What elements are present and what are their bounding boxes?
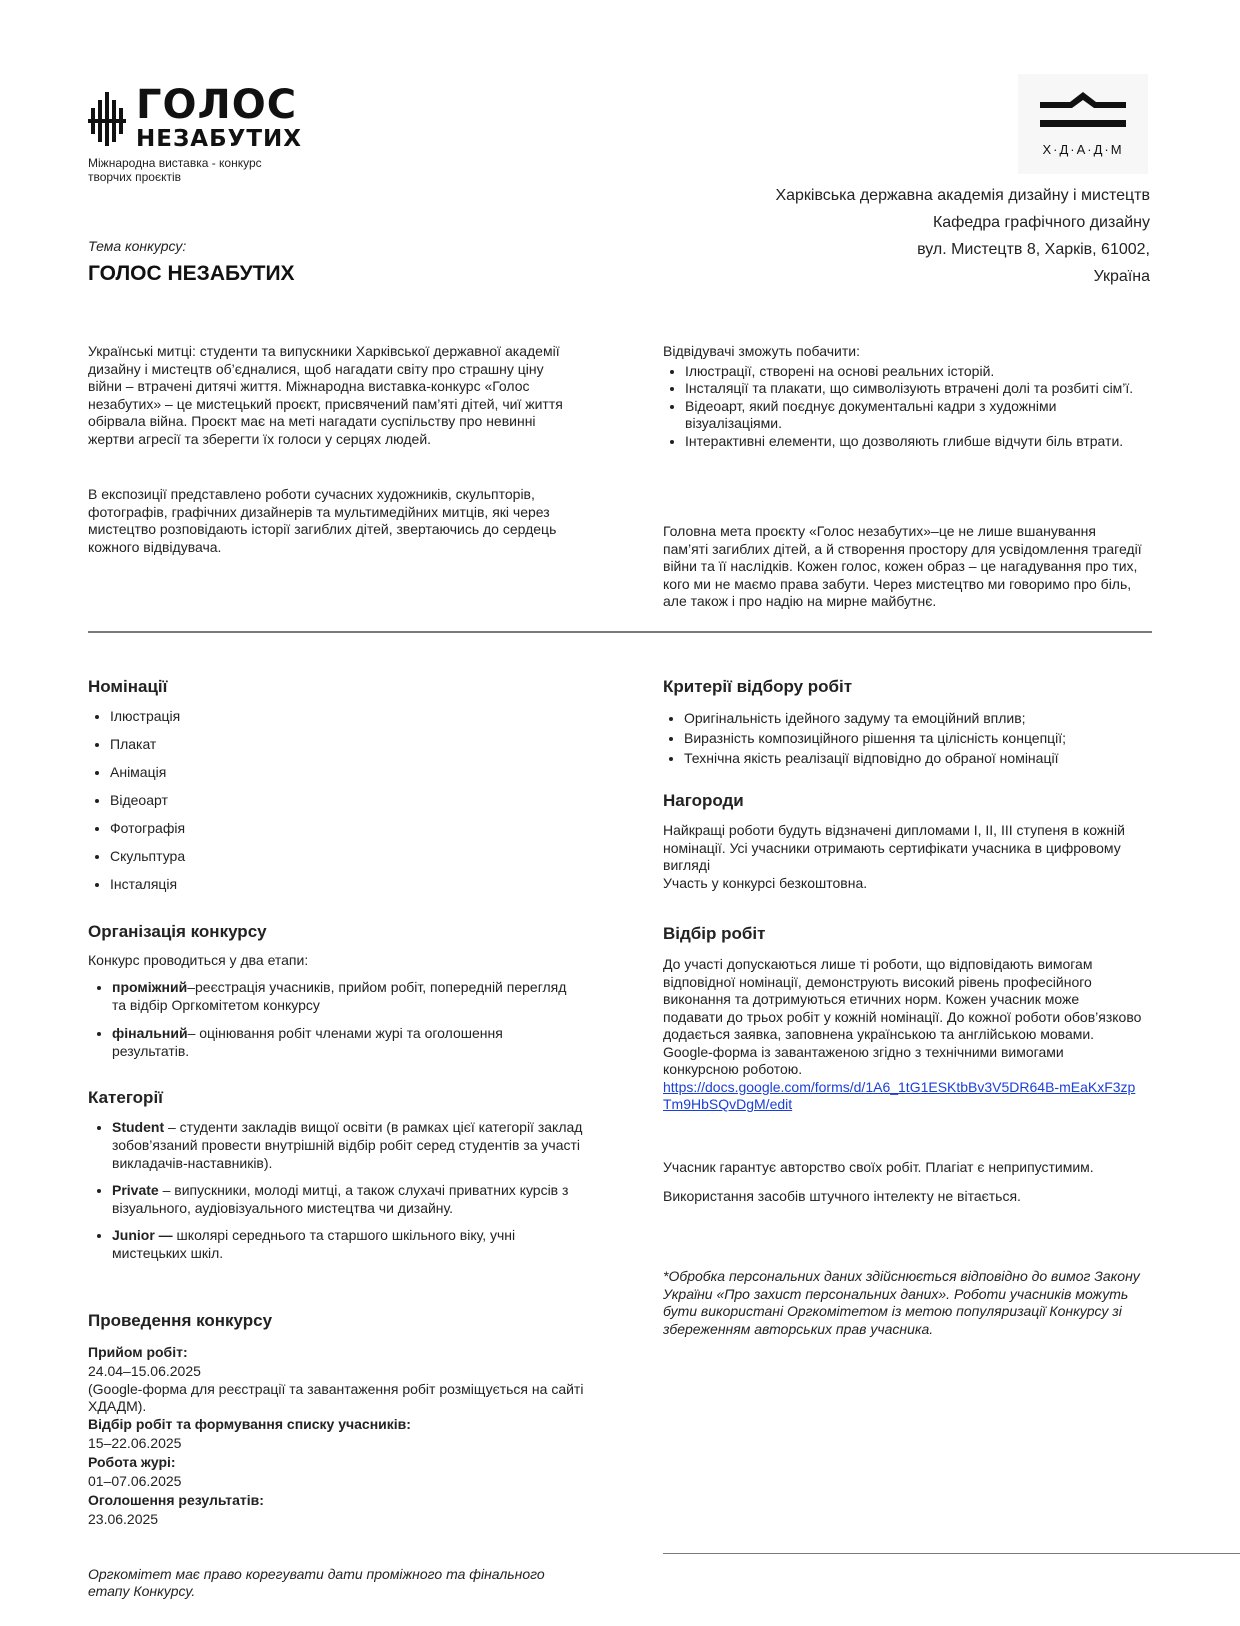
visitors-block bbox=[663, 343, 1143, 450]
academy-address bbox=[775, 182, 1150, 290]
intro-paragraph: В експозиції представлено роботи сучасних художників, скульпторів, фотографів, графічних дизайнерів та мультимедійних митців, які через мистецтво розповідають історії загиблих дітей, звертаючись до сердець кожного відвідувача. bbox=[88, 486, 557, 555]
stages-list bbox=[100, 978, 572, 1070]
mission-paragraph: Головна мета проєкту «Голос незабутих»–це не лише вшанування пам’яті загиблих дітей, а й створення простору для усвідомлення трагедії війни та її наслідків. Кожен голос, кожен образ – це нагадування про тих, кого ми не маємо права забути. Через мистецтво ми говоримо про біль, але також і про надію на мирне майбутнє. bbox=[663, 523, 1142, 609]
list-item: • Інсталяції та плакати, що символізують втрачені долі та розбиті сім’ї. bbox=[685, 380, 1143, 398]
schedule-label: Прийом робіт: bbox=[88, 1344, 188, 1360]
theme-label: Тема конкурсу: bbox=[88, 238, 187, 254]
selection-text: До участі допускаються лише ті роботи, що відповідають вимогам відповідної номінації, демонструють високий рівень професійного виконання та дотримуються етичних норм. Кожен учасник може подавати до трьох робіт у кожній номінації. До кожної роботи обов’язково додається заявка, заповнена українською та англійською мовами. bbox=[663, 956, 1142, 1042]
category-text: школярі середнього та старшого шкільного віку, учні мистецьких шкіл. bbox=[112, 1227, 516, 1261]
schedule-dates: 23.06.2025 bbox=[88, 1511, 159, 1527]
form-text: Google-форма із завантаженою згідно з технічними вимогами конкурсною роботою. bbox=[663, 1043, 1064, 1077]
bottom-divider bbox=[663, 1553, 1240, 1554]
list-item: • Фотографія bbox=[110, 818, 185, 846]
form-link[interactable]: https://docs.google.com/forms/d/1A6_1tG1ESKtbBv3V5DR64B-mEaKxF3zpTm9HbSQvDgM/edit bbox=[663, 1078, 1136, 1112]
address-line: Україна bbox=[1093, 268, 1150, 285]
address-line: Кафедра графічного дизайну bbox=[932, 214, 1150, 231]
list-item: • Інсталяція bbox=[110, 874, 185, 902]
awards-text: Найкращі роботи будуть відзначені дипломами I, II, III ступеня в кожній номінації. Усі учасники отримають сертифікати учасника в цифровому вигляді bbox=[663, 822, 1125, 873]
stage-text: – оцінювання робіт членами журі та оголошення результатів. bbox=[112, 1025, 503, 1059]
list-item: • Плакат bbox=[110, 734, 185, 762]
awards-free: Участь у конкурсі безкоштовна. bbox=[663, 874, 868, 891]
schedule-dates: 01–07.06.2025 bbox=[88, 1473, 182, 1489]
list-item bbox=[112, 1181, 592, 1217]
criteria-heading: Критерії відбору робіт bbox=[663, 677, 853, 696]
list-item bbox=[112, 1118, 592, 1172]
list-item bbox=[112, 1024, 572, 1060]
nominations-list bbox=[90, 706, 185, 902]
ai-note: Використання засобів штучного інтелекту не вітається. bbox=[663, 1188, 1021, 1204]
schedule-label: Відбір робіт та формування списку учасників: bbox=[88, 1416, 411, 1432]
list-item: • Скульптура bbox=[110, 846, 185, 874]
schedule-label: Оголошення результатів: bbox=[88, 1492, 264, 1508]
theme-title: ГОЛОС НЕЗАБУТИХ bbox=[88, 262, 295, 285]
academy-logo bbox=[1018, 74, 1148, 174]
stage-name: проміжний bbox=[112, 979, 188, 995]
organization-heading: Організація конкурсу bbox=[88, 922, 267, 941]
visitors-title: Відвідувачі зможуть побачити: bbox=[663, 343, 860, 359]
address-line: вул. Мистецтв 8, Харків, 61002, bbox=[917, 241, 1150, 258]
authorship-note: Учасник гарантує авторство своїх робіт. Плагіат є неприпустимим. bbox=[663, 1159, 1094, 1175]
academy-emblem-icon bbox=[1018, 74, 1148, 140]
schedule-note: (Google-форма для реєстрації та завантаження робіт розміщується на сайті ХДАДМ). bbox=[88, 1381, 584, 1414]
list-item bbox=[112, 1226, 592, 1262]
stage-name: фінальний bbox=[112, 1025, 188, 1041]
privacy-note: *Обробка персональних даних здійснюється відповідно до вимог Закону України «Про захист персональних даних». Роботи учасників можуть бути використані Оргкомітетом із метою популяризації Конкурсу зі збереженням авторських прав учасника. bbox=[663, 1268, 1140, 1337]
section-divider bbox=[88, 631, 1152, 633]
awards-heading: Нагороди bbox=[663, 791, 744, 810]
logo-subtitle-word: НЕЗАБУТИХ bbox=[136, 126, 303, 152]
logo-title: ГОЛОС bbox=[136, 82, 298, 128]
categories-heading: Категорії bbox=[88, 1088, 163, 1107]
conduct-note: Оргкомітет має право корегувати дати проміжного та фінального етапу Конкурсу. bbox=[88, 1566, 545, 1599]
awards-block bbox=[663, 822, 1143, 892]
schedule-label: Робота журі: bbox=[88, 1454, 176, 1470]
list-item: • Анімація bbox=[110, 762, 185, 790]
list-item: • Оригінальність ідейного задуму та емоційний вплив; bbox=[684, 708, 1066, 728]
contest-logo bbox=[88, 84, 318, 184]
category-name: Student bbox=[112, 1119, 165, 1135]
list-item: • Ілюстрації, створені на основі реальних історій. bbox=[685, 363, 1143, 381]
visitors-list bbox=[663, 363, 1143, 451]
intro-paragraph: Українські митці: студенти та випускники Харківської державної академії дизайну і мистецтв об’єдналися, щоб нагадати світу про страшну ціну війни – втрачені дитячі життя. Міжнародна виставка-конкурс «Голос незабутих» – це мистецький проєкт, присвячений пам’яті дітей, чиї життя обірвала війна. Проєкт має на меті нагадати суспільству про невинні жертви агресії та зберегти їх голоси у серцях людей. bbox=[88, 343, 563, 447]
conduct-heading: Проведення конкурсу bbox=[88, 1311, 273, 1330]
selection-block bbox=[663, 956, 1143, 1114]
organization-intro: Конкурс проводиться у два етапи: bbox=[88, 952, 309, 968]
academy-logo-text: Х·Д·А·Д·М bbox=[1042, 142, 1124, 157]
list-item: • Технічна якість реалізації відповідно до обраної номінації bbox=[684, 748, 1066, 768]
logo-caption: Міжнародна виставка - конкурс творчих проєктів bbox=[88, 156, 262, 184]
schedule-dates: 15–22.06.2025 bbox=[88, 1435, 182, 1451]
selection-heading: Відбір робіт bbox=[663, 924, 766, 943]
list-item: • Виразність композиційного рішення та цілісність концепції; bbox=[684, 728, 1066, 748]
list-item: • Інтерактивні елементи, що дозволяють глибше відчути біль втрати. bbox=[685, 433, 1143, 451]
category-text: – випускники, молоді митці, а також слухачі приватних курсів з візуального, аудіовізуального мистецтва чи дизайну. bbox=[112, 1182, 569, 1216]
list-item bbox=[112, 978, 572, 1014]
list-item: • Відеоарт bbox=[110, 790, 185, 818]
schedule-dates: 24.04–15.06.2025 bbox=[88, 1363, 201, 1379]
address-line: Харківська державна академія дизайну і мистецтв bbox=[775, 187, 1150, 204]
category-name: Private bbox=[112, 1182, 159, 1198]
nominations-heading: Номінації bbox=[88, 677, 168, 696]
category-text: – студенти закладів вищої освіти (в рамках цієї категорії заклад зобов’язаний провести внутрішній відбір робіт серед студентів за участі викладачів-наставників). bbox=[112, 1119, 583, 1171]
stage-text: –реєстрація учасників, прийом робіт, попередній перегляд та відбір Оргкомітетом конкурсу bbox=[112, 979, 567, 1013]
criteria-list bbox=[672, 708, 1066, 768]
list-item: • Відеоарт, який поєднує документальні кадри з художніми візуалізаціями. bbox=[685, 398, 1143, 433]
voices-logo-icon bbox=[88, 90, 128, 148]
list-item: • Ілюстрація bbox=[110, 706, 185, 734]
categories-list bbox=[100, 1118, 592, 1271]
conduct-schedule bbox=[88, 1343, 588, 1529]
category-name: Junior — bbox=[112, 1227, 173, 1243]
